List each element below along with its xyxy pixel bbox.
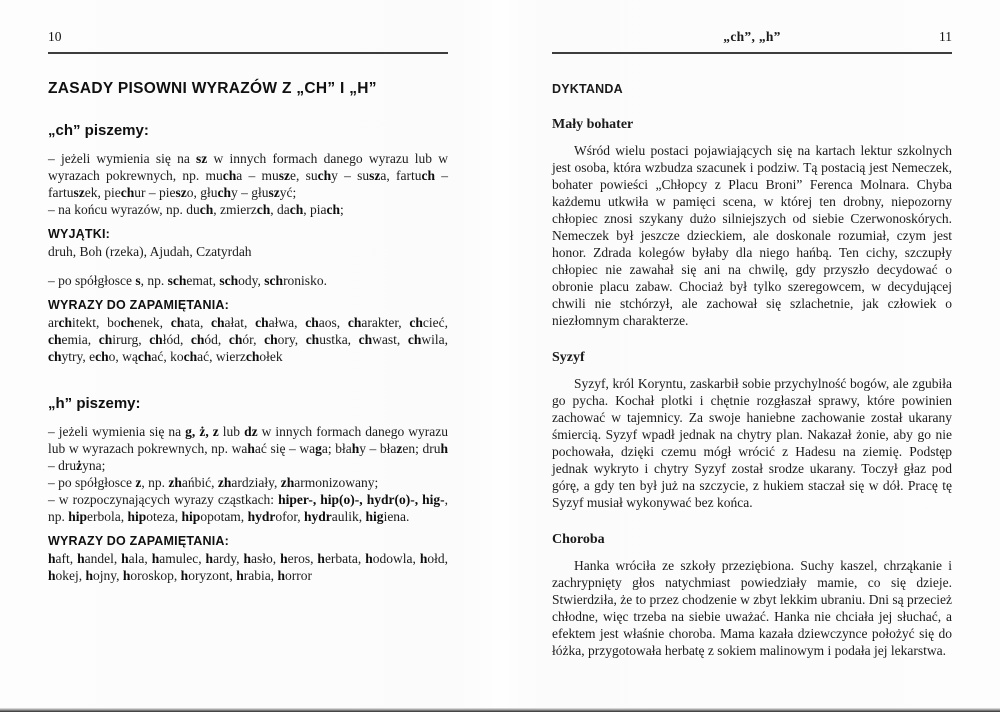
page-left (48, 26, 448, 584)
page-number-right: 11 (939, 29, 952, 44)
page-left-header (48, 26, 448, 54)
story-title-choroba: Choroba (552, 532, 605, 547)
running-title: „ch”, „h” (723, 29, 781, 44)
remember-ch-list: architekt, bochenek, chata, chałat, chałwa, chaos, charakter, chcieć, chemia, chirurg, chłód, chód, chór, chory, chustka, chwast, chwila, chytry, echo, wąchać, kochać, wierzchołek (48, 315, 448, 364)
remember-h-heading: WYRAZY DO ZAPAMIĘTANIA: (48, 534, 229, 548)
page-right (552, 26, 952, 659)
story-title-syzyf: Syzyf (552, 350, 585, 365)
ch-rule-word-end: – na końcu wyrazów, np. duch, zmierzch, dach, piach; (48, 202, 344, 217)
story-text-syzyf: Syzyf, król Koryntu, zaskarbił sobie przychylność bogów, ale zgubiła go pycha. Kochał plotki i chętnie rozgłaszał sprawy, które powinien zachować w tajemnicy. Za swoje haniebne zachowanie został ukarany śmiercią. Syzyf wpadł jednak na chytry plan. Nakazał żonie, aby go nie pochowała, dzięki czemu mógł wrócić z Hadesu na ziemię. Podstęp jednak wykryto i chytry Syzyf został srodze ukarany. Toczył głaz pod górę, a gdy ten był już na szczycie, z hukiem staczał się w dół. Pracę tę Syzyf musiał wykonywać bez końca. (552, 376, 952, 510)
story-text-maly-bohater: Wśród wielu postaci pojawiających się na kartach lektur szkolnych jest osoba, która wzbudza szacunek i podziw. Tą postacią jest Nemeczek, bohater powieści „Chłopcy z Placu Broni” Ferenca Molnara. Chyba każdemu utkwiła w pamięci scena, w której ten drobny, niepozorny chłopiec znosi szykany dużo silniejszych od siebie Czerwonoskórych. Nemeczek był jeszcze dzieckiem, ale doskonale rozumiał, czym jest honor. Zdrada kolegów byłaby dla niego hańbą. Ten cichy, szczupły chłopiec nie zawahał się ani na chwilę, gdy przyszło decydować o obronie placu zabaw. Chociaż był tylko szeregowcem, w decydującej chwili nie stchórzył, ale zachował się szlachetnie, jak człowiek o niezłomnym charakterze. (552, 143, 952, 328)
remember-ch-heading: WYRAZY DO ZAPAMIĘTANIA: (48, 298, 229, 312)
ch-rule-after-s: – po spółgłosce s, np. schemat, schody, schronisko. (48, 273, 327, 288)
story-text-choroba: Hanka wróciła ze szkoły przeziębiona. Suchy kaszel, chrząkanie i zachrypnięty głos natychmiast powiedziały mamie, co się dzieje. Stwierdziła, że to przez chodzenie w zbyt lekkim ubraniu. Dni są przecież chłodne, więc trzeba na siebie uważać. Hanka nie chciała jej słuchać, a efektem jest właśnie choroba. Mama kazała dziewczynce położyć się do łóżka, przygotowała herbatę z sokiem malinowym i podała jej lekarstwa. (552, 558, 952, 658)
h-rule-prefixes: – w rozpoczynających wyrazy cząstkach: hiper-, hip(o)-, hydr(o)-, hig-, np. hiperbola, hipoteza, hipopotam, hydrofor, hydraulik, higiena. (48, 492, 448, 524)
exceptions-heading: WYJĄTKI: (48, 227, 111, 241)
h-rule-after-z: – po spółgłosce z, np. zhańbić, zhardziały, zharmonizowany; (48, 475, 379, 490)
remember-h-list: haft, handel, hala, hamulec, hardy, hasło, heros, herbata, hodowla, hołd, hokej, hojny, horoskop, horyzont, hrabia, horror (48, 551, 448, 583)
page-title: ZASADY PISOWNI WYRAZÓW Z „CH” I „H” (48, 80, 377, 97)
page-number-left: 10 (48, 29, 62, 44)
h-rule-exchange: – jeżeli wymienia się na g, ż, z lub dz w innych formach danego wyrazu lub w wyrazach pokrewnych, np. wahać się – waga; błahy – błazen; druh – drużyna; (48, 424, 448, 473)
story-title-maly-bohater: Mały bohater (552, 117, 634, 132)
page-right-header (552, 26, 952, 54)
ch-section-heading: „ch” piszemy: (48, 122, 149, 139)
photo-bottom-edge (0, 708, 1000, 712)
h-section-heading: „h” piszemy: (48, 395, 141, 412)
exceptions-list: druh, Boh (rzeka), Ajudah, Czatyrdah (48, 244, 252, 259)
dyktanda-heading: DYKTANDA (552, 82, 623, 96)
ch-rule-exchange: – jeżeli wymienia się na sz w innych formach danego wyrazu lub w wyrazach pokrewnych, np. mucha – musze, suchy – susza, fartuch – fartuszek, piechur – pieszo, głuchy – głuszyć; (48, 151, 449, 200)
